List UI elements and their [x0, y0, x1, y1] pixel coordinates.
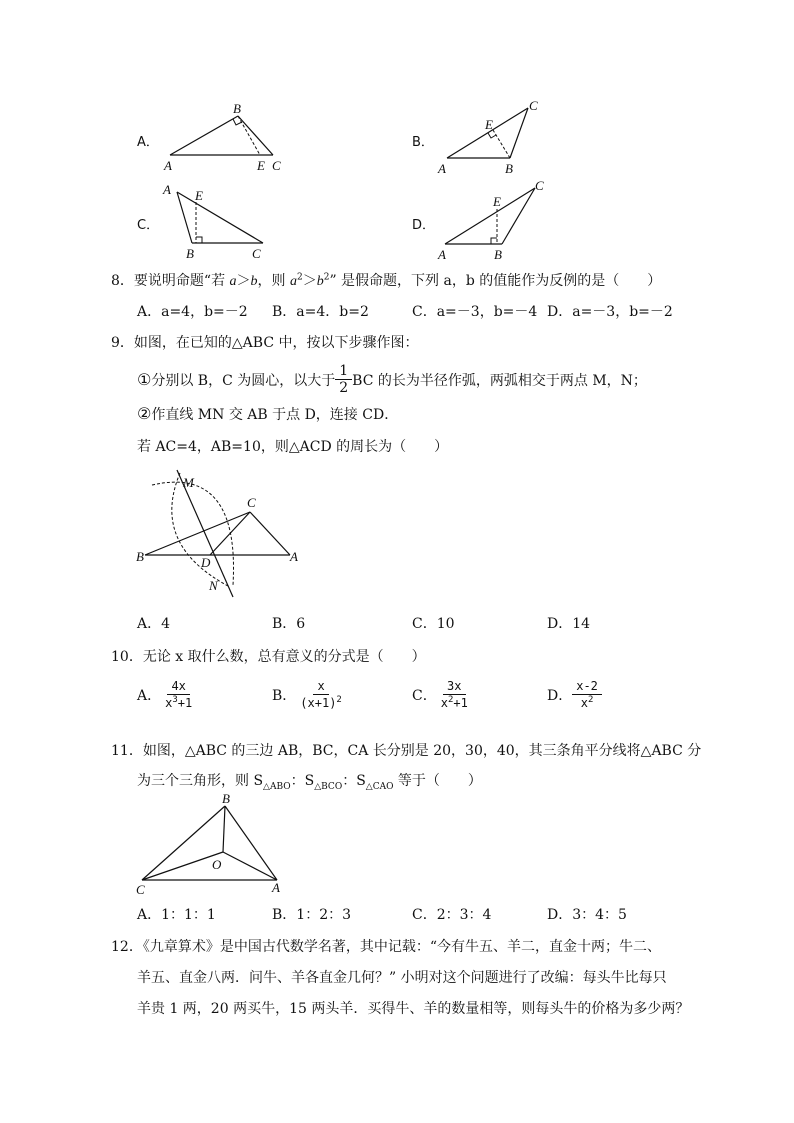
q11-label-o: O: [212, 857, 222, 872]
q11-side-ba: [225, 806, 277, 880]
q9-segment-cd: [210, 512, 250, 555]
q9-step2-text: 作直线 MN 交 AB 于点 D，连接 CD．: [151, 407, 399, 423]
q9-step-2: [137, 404, 398, 424]
q12-line-3: 羊贵 1 两，20 两买牛，15 两头羊．买得牛、羊的数量相等，则每头牛的价格为多少两？: [137, 1001, 690, 1017]
q10-opt-c-label: C．: [412, 688, 437, 705]
q7c-right-angle: [196, 237, 202, 243]
q7a-right-angle: [233, 119, 242, 125]
q9-stem: 9．如图，在已知的△ABC 中，按以下步骤作图：: [111, 335, 419, 351]
q7d-label-e: E: [493, 194, 501, 209]
q11-sub-abo: △ABO: [263, 781, 291, 792]
q11-stem-part-b: 等于（ ）: [393, 773, 482, 789]
q9-step-1: [137, 363, 647, 396]
q10-a-den-exp: 3: [172, 694, 178, 705]
q8-option-a: A．a=4，b=－2: [137, 304, 248, 320]
q7c-label-a: A: [163, 182, 171, 197]
q8-exp-2: 2: [323, 272, 330, 283]
q11-label-a: A: [272, 880, 280, 895]
q7-figure-c: [160, 180, 280, 262]
q11-bisector-co: [142, 852, 223, 880]
q9-side-bc: [145, 512, 250, 555]
q7b-side-bc: [510, 108, 528, 158]
q9-label-a: A: [290, 549, 298, 564]
q9-step1-text-b: BC 的长为半径作弧，两弧相交于两点 M，N；: [352, 372, 647, 389]
q7c-label-e: E: [195, 188, 203, 203]
q9-step1-mark: ①: [137, 370, 152, 390]
q9-label-c: C: [247, 495, 256, 510]
q11-option-b: B．1：2：3: [272, 907, 352, 923]
q9-option-d: D．14: [547, 616, 591, 632]
q10-option-b: [272, 680, 346, 711]
q7d-label-a: A: [438, 247, 446, 262]
q10-c-den: [437, 695, 472, 711]
q9-frac-den: 2: [339, 380, 349, 397]
q11-figure: [130, 792, 290, 897]
q8-var-a: a: [229, 274, 237, 289]
q7d-side-bc: [502, 188, 535, 244]
q8-gt: ＞: [236, 273, 251, 289]
q7a-side-bc: [238, 116, 273, 155]
q7a-label-b: B: [233, 101, 241, 116]
q9-frac-num: 1: [335, 363, 352, 380]
q7a-label-a: A: [164, 158, 172, 173]
q12-line-2: 羊五、直金八两．问牛、羊各直金几何？” 小明对这个问题进行了改编：每头牛比每只: [137, 970, 667, 986]
q11-sep-1: ：S: [290, 773, 315, 789]
q10-option-c: [412, 680, 472, 711]
q8-option-b: B．a=4．b=2: [272, 304, 369, 320]
q11-bisector-ao: [223, 852, 277, 880]
q7-option-d-label: D．: [412, 218, 436, 233]
q7d-right-angle: [491, 238, 497, 244]
q11-option-c: C．2：3：4: [412, 907, 492, 923]
q8-stem-suffix: ” 是假命题，下列 a，b 的值能作为反例的是（ ）: [329, 273, 662, 289]
q9-side-ca: [250, 512, 290, 555]
q10-d-den: [577, 695, 598, 711]
q9-step1-text-a: 分别以 B，C 为圆心，以大于: [151, 372, 336, 389]
q11-sep-2: ：S: [342, 773, 366, 789]
q7b-label-c: C: [529, 98, 538, 113]
q8-var-a2: a: [289, 274, 297, 289]
q7b-side-ac: [447, 108, 528, 158]
q7d-label-c: C: [535, 178, 544, 193]
q10-c-num: 3x: [443, 680, 465, 695]
q8-stem: [111, 270, 661, 290]
q9-step2-mark: ②: [137, 404, 152, 423]
q7b-label-a: A: [438, 161, 446, 176]
q8-var-b2: b: [316, 274, 324, 289]
q11-sub-cao: △CAO: [365, 781, 394, 792]
q11-bisector-bo: [223, 806, 225, 852]
q8-exp-1: 2: [296, 272, 303, 283]
q10-stem: 10．无论 x 取什么数，总有意义的分式是（ ）: [111, 649, 426, 665]
q8-var-b: b: [250, 274, 258, 289]
q11-sub-bco: △BCO: [314, 781, 343, 792]
q7-figure-a: [160, 100, 300, 180]
q7b-dashed-be: [493, 130, 510, 158]
q11-stem-line-2: [137, 770, 482, 792]
q7a-side-ab: [170, 116, 238, 155]
q8-stem-prefix: 8．要说明命题“若: [111, 273, 230, 289]
q9-label-b: B: [136, 549, 144, 564]
q11-label-c: C: [136, 882, 145, 897]
q11-stem-part-a: 为三个三角形，则 S: [137, 773, 264, 789]
q10-fraction-a: [161, 680, 196, 711]
q7b-right-angle: [488, 133, 496, 138]
q7d-label-b: B: [494, 247, 502, 262]
q7b-label-e: E: [485, 117, 493, 132]
q11-stem-line-1: 11．如图，△ABC 的三边 AB，BC，CA 长分别是 20，30，40，其三条角平分线将△ABC 分: [111, 743, 702, 759]
q10-option-a: [137, 680, 196, 711]
q9-label-d: D: [201, 555, 211, 570]
q12-line-1: 12．《九章算术》是中国古代数学名著，其中记载：“今有牛五、羊二，直金十两；牛二、: [111, 939, 661, 955]
q9-label-m: M: [183, 475, 194, 490]
q9-figure: [130, 465, 310, 600]
q7b-label-b: B: [505, 161, 513, 176]
q10-a-den-base: x: [165, 695, 173, 710]
q7-option-c-label: C．: [137, 218, 160, 233]
q8-option-c: C．a=－3，b=－4: [412, 304, 538, 320]
q10-a-den-tail: +1: [177, 695, 193, 710]
q9-condition: 若 AC=4，AB=10，则△ACD 的周长为（ ）: [137, 439, 449, 455]
q10-c-den-exp: 2: [447, 694, 454, 705]
q8-gt2: ＞: [302, 273, 317, 289]
q7d-side-ac: [445, 188, 535, 244]
q7-option-b-label: B．: [412, 135, 434, 150]
q10-option-d: [547, 680, 602, 711]
q10-fraction-d: [572, 680, 602, 711]
q10-d-num: x-2: [572, 680, 602, 695]
q10-a-num: 4x: [167, 680, 189, 695]
q10-b-num: x: [313, 680, 328, 695]
q7c-label-c: C: [252, 246, 261, 261]
q8-stem-mid: ，则: [257, 273, 290, 289]
q9-option-a: A．4: [137, 616, 171, 632]
q10-c-den-base: x: [440, 695, 448, 710]
q9-option-c: C．10: [412, 616, 455, 632]
q11-label-b: B: [222, 791, 230, 806]
q10-b-den: [296, 695, 346, 711]
q10-c-den-tail: +1: [453, 695, 468, 710]
q10-opt-d-label: D．: [547, 688, 573, 705]
q7c-label-b: B: [186, 246, 194, 261]
q9-fraction-half: [335, 363, 352, 396]
q7-figure-d: [435, 180, 555, 262]
q9-label-n: N: [209, 578, 218, 593]
q11-option-a: A．1：1：1: [137, 907, 216, 923]
q7a-label-c: C: [272, 158, 281, 173]
q10-opt-b-label: B．: [272, 688, 297, 705]
q7-figure-b: [435, 98, 555, 178]
q7a-label-e: E: [257, 158, 265, 173]
q10-b-den-base: (x+1): [300, 695, 337, 710]
q10-b-den-exp: 2: [336, 694, 342, 705]
q10-fraction-c: [437, 680, 472, 711]
q10-d-den-base: x: [580, 695, 588, 710]
q10-a-den: [161, 695, 196, 711]
q7-option-a-label: A．: [137, 135, 159, 150]
q10-fraction-b: [296, 680, 346, 711]
q9-option-b: B．6: [272, 616, 306, 632]
q10-opt-a-label: A．: [137, 688, 162, 705]
q11-option-d: D．3：4：5: [547, 907, 627, 923]
q10-d-den-exp: 2: [587, 694, 594, 705]
q8-option-d: D．a=－3，b=－2: [547, 304, 673, 320]
